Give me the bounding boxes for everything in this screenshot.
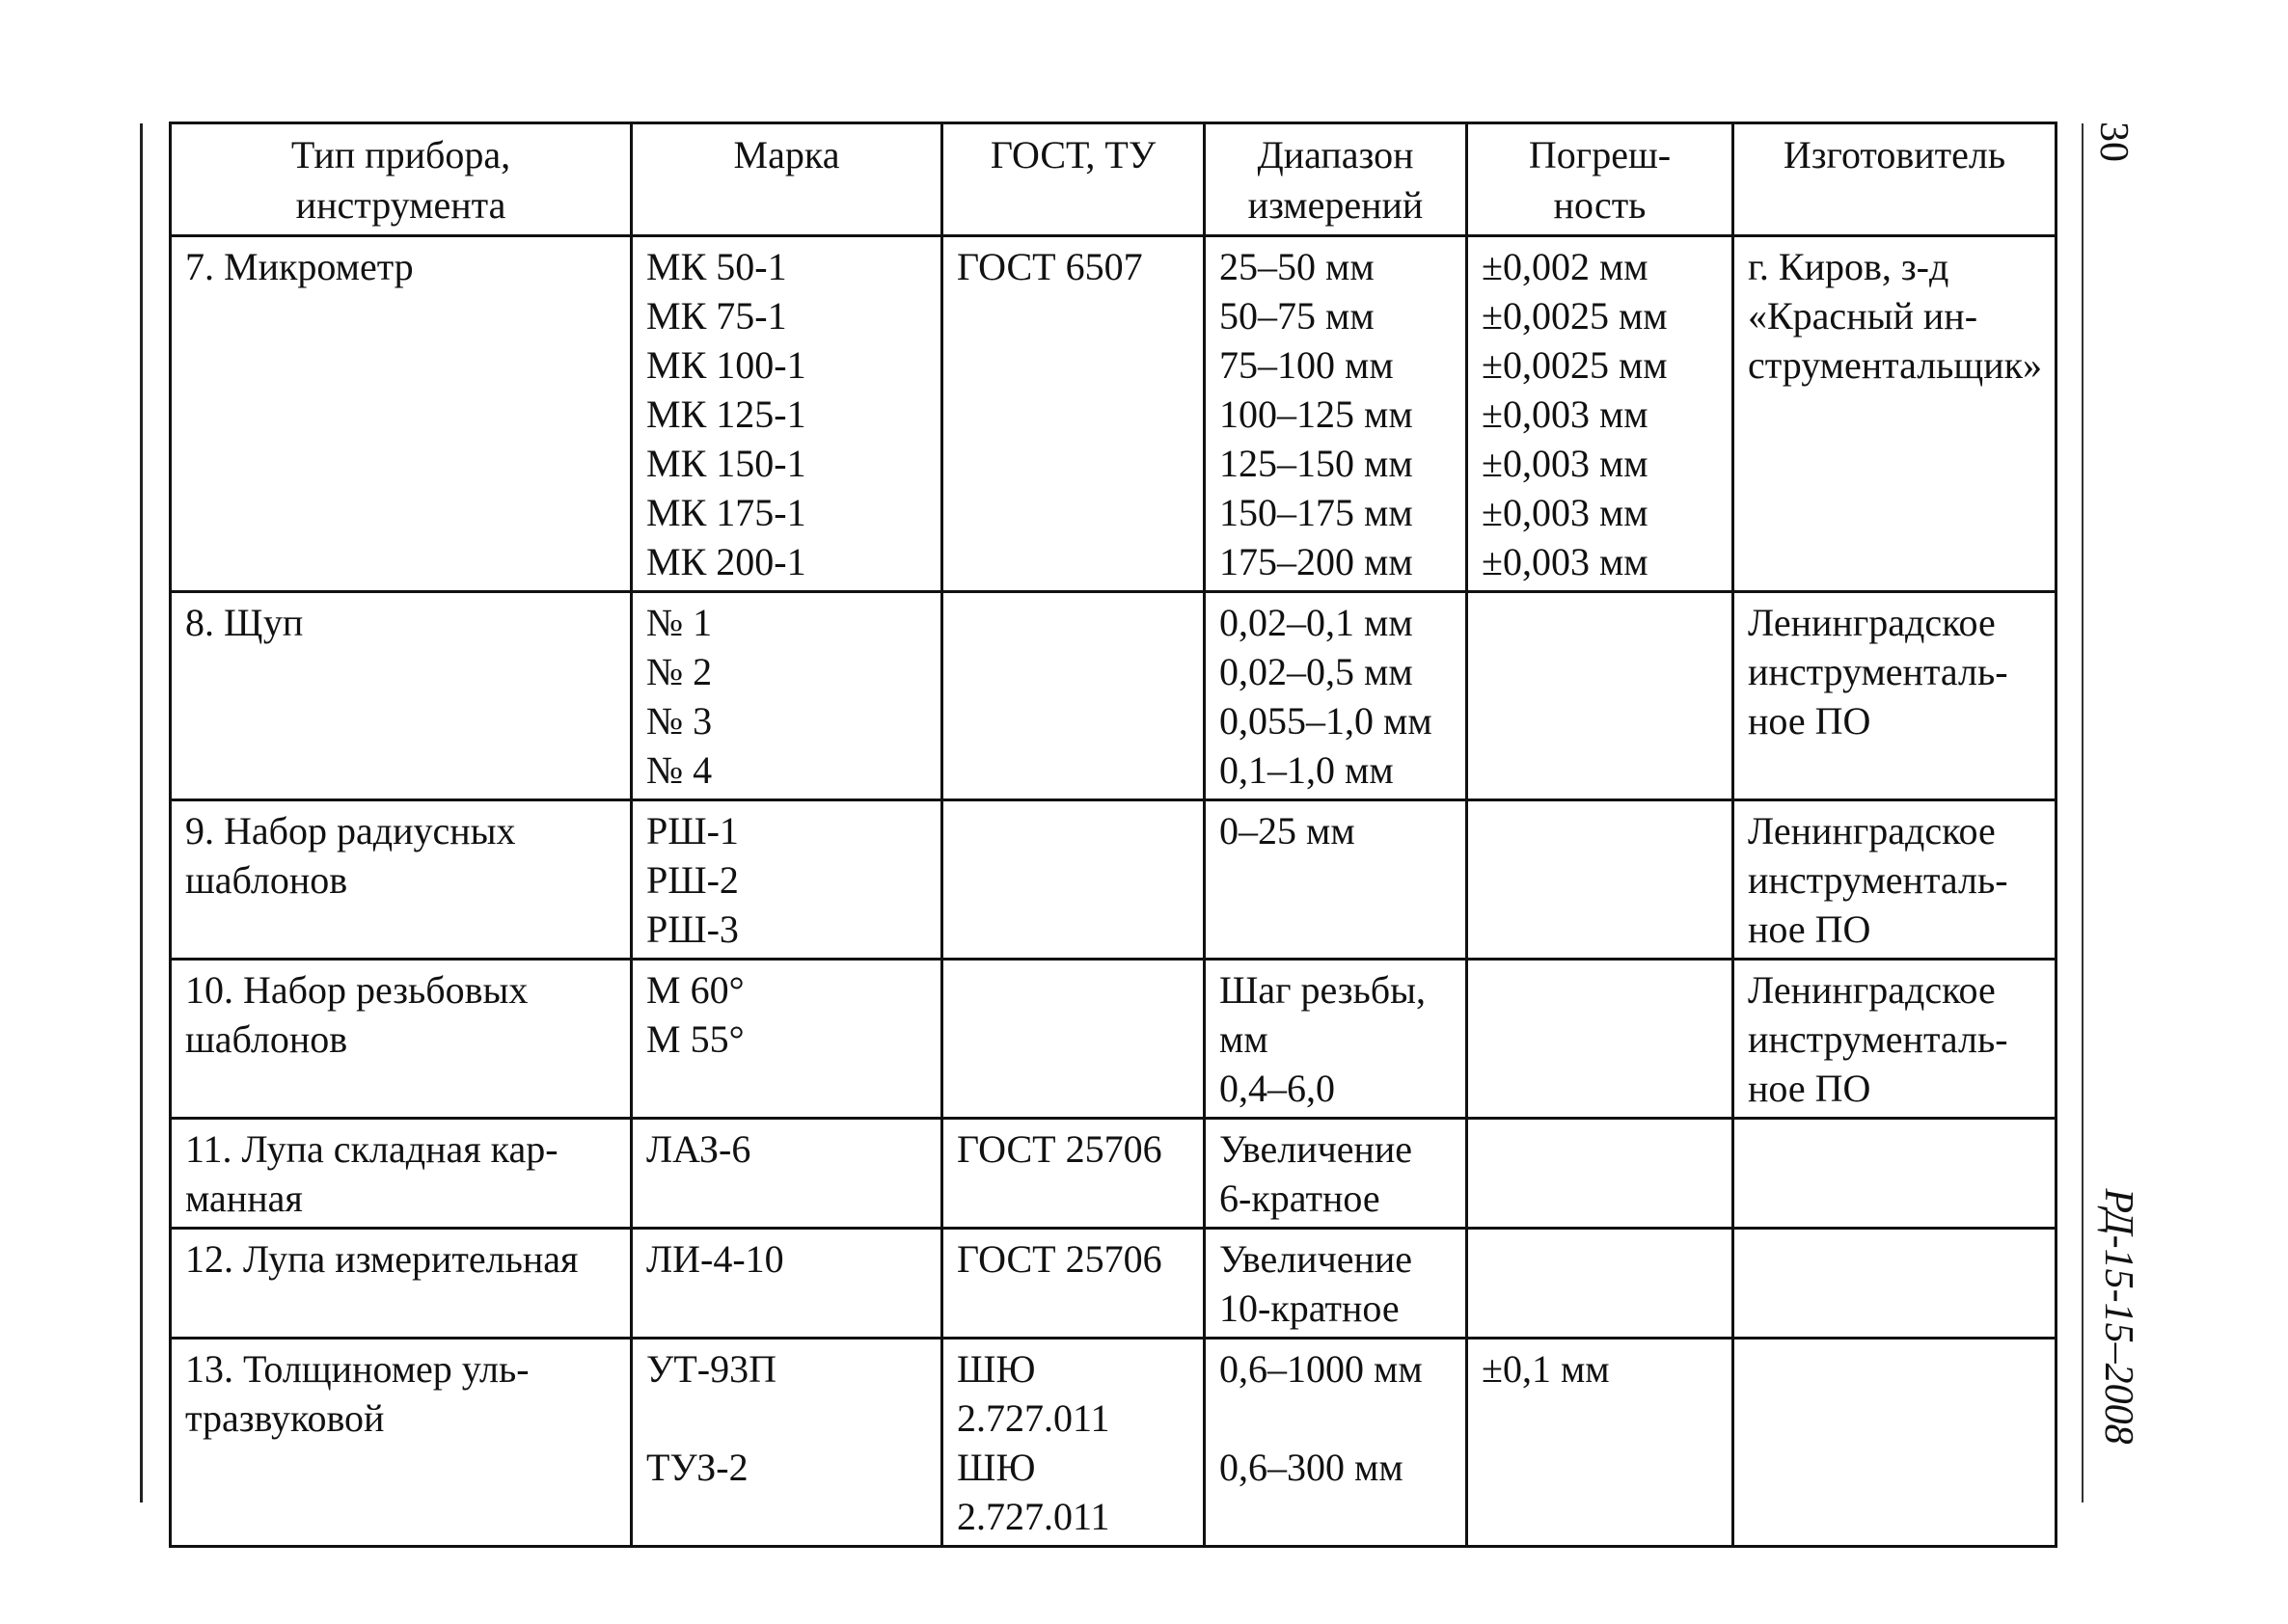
- cell-line: ±0,1 мм: [1482, 1347, 1610, 1391]
- cell-line: 75–100 мм: [1219, 343, 1394, 387]
- cell-line: МК 175-1: [646, 491, 806, 534]
- cell-line: ГОСТ 6507: [957, 245, 1143, 288]
- cell-line: Шаг резьбы,: [1219, 968, 1427, 1012]
- cell-error: [1467, 592, 1733, 800]
- cell-line: № 1: [646, 601, 713, 644]
- cell-line: 10-кратное: [1219, 1286, 1400, 1330]
- cell-type: [171, 592, 632, 800]
- cell-line: ±0,0025 мм: [1482, 294, 1668, 338]
- cell-gost: [942, 592, 1205, 800]
- cell-line: 0,055–1,0 мм: [1219, 699, 1432, 743]
- cell-mark: [632, 1229, 942, 1339]
- cell-line: РШ-1: [646, 809, 739, 853]
- cell-line: ±0,002 мм: [1482, 245, 1648, 288]
- cell-range: [1205, 1229, 1467, 1339]
- cell-line: 150–175 мм: [1219, 491, 1413, 534]
- header-line: Марка: [733, 133, 840, 176]
- cell-line: г. Киров, з-д: [1748, 245, 1949, 288]
- cell-line: РШ-3: [646, 907, 739, 951]
- cell-line: 50–75 мм: [1219, 294, 1375, 338]
- cell-error: [1467, 800, 1733, 960]
- header-maker: [1733, 123, 2056, 236]
- table-row: [171, 236, 2056, 592]
- cell-line: 175–200 мм: [1219, 540, 1413, 583]
- cell-line: 125–150 мм: [1219, 442, 1413, 485]
- cell-line: МК 100-1: [646, 343, 806, 387]
- cell-type: [171, 960, 632, 1119]
- cell-line: манная: [185, 1177, 303, 1220]
- cell-line: ное ПО: [1748, 1067, 1871, 1110]
- table-row: [171, 1119, 2056, 1229]
- cell-line: 6-кратное: [1219, 1177, 1380, 1220]
- header-line: ГОСТ, ТУ: [990, 133, 1157, 176]
- cell-line: ±0,0025 мм: [1482, 343, 1668, 387]
- right-margin-rule: [2082, 123, 2084, 1502]
- table-row: [171, 1339, 2056, 1547]
- cell-line: № 4: [646, 748, 713, 792]
- cell-type: [171, 236, 632, 592]
- cell-line: ГОСТ 25706: [957, 1237, 1162, 1281]
- cell-range: [1205, 1119, 1467, 1229]
- cell-mark: [632, 236, 942, 592]
- cell-maker: [1733, 1339, 2056, 1547]
- cell-line: 11. Лупа складная кар-: [185, 1127, 558, 1171]
- cell-maker: [1733, 960, 2056, 1119]
- cell-line: [1219, 1394, 1452, 1443]
- cell-line: ное ПО: [1748, 699, 1871, 743]
- cell-line: ШЮ: [957, 1347, 1036, 1391]
- cell-line: мм: [1219, 1017, 1268, 1061]
- cell-gost: [942, 1339, 1205, 1547]
- instruments-table: [169, 122, 2057, 1548]
- cell-line: Ленинградское: [1748, 601, 1996, 644]
- page-number: 30: [2091, 122, 2136, 162]
- cell-line: № 2: [646, 650, 713, 693]
- document-code: РД-15-15–2008: [2096, 1188, 2140, 1445]
- cell-line: инструменталь-: [1748, 1017, 2008, 1061]
- table-row: [171, 592, 2056, 800]
- cell-line: ЛАЗ-6: [646, 1127, 751, 1171]
- cell-line: 10. Набор резьбовых: [185, 968, 529, 1012]
- cell-mark: [632, 1339, 942, 1547]
- cell-line: ШЮ: [957, 1446, 1036, 1489]
- cell-line: 12. Лупа измерительная: [185, 1237, 579, 1281]
- cell-error: [1467, 960, 1733, 1119]
- cell-type: [171, 1229, 632, 1339]
- header-line: Тип прибора,: [290, 133, 511, 176]
- cell-range: [1205, 592, 1467, 800]
- cell-range: [1205, 1339, 1467, 1547]
- cell-line: Ленинградское: [1748, 968, 1996, 1012]
- cell-gost: [942, 1229, 1205, 1339]
- header-type: [171, 123, 632, 236]
- cell-line: ЛИ-4-10: [646, 1237, 784, 1281]
- cell-gost: [942, 236, 1205, 592]
- cell-line: 7. Микрометр: [185, 245, 414, 288]
- cell-line: 100–125 мм: [1219, 392, 1413, 436]
- cell-line: 0,6–300 мм: [1219, 1446, 1403, 1489]
- cell-line: Увеличение: [1219, 1237, 1413, 1281]
- cell-mark: [632, 592, 942, 800]
- cell-gost: [942, 960, 1205, 1119]
- header-line: Погреш-: [1528, 133, 1672, 176]
- cell-mark: [632, 800, 942, 960]
- header-line: Диапазон: [1257, 133, 1414, 176]
- table-body: [171, 236, 2056, 1547]
- cell-line: М 55°: [646, 1017, 745, 1061]
- cell-line: ±0,003 мм: [1482, 491, 1648, 534]
- cell-line: 0,1–1,0 мм: [1219, 748, 1394, 792]
- cell-gost: [942, 1119, 1205, 1229]
- cell-line: инструменталь-: [1748, 650, 2008, 693]
- cell-type: [171, 800, 632, 960]
- cell-maker: [1733, 592, 2056, 800]
- cell-line: Ленинградское: [1748, 809, 1996, 853]
- cell-line: ±0,003 мм: [1482, 442, 1648, 485]
- cell-line: 8. Щуп: [185, 601, 304, 644]
- cell-maker: [1733, 800, 2056, 960]
- cell-line: 25–50 мм: [1219, 245, 1375, 288]
- cell-line: ГОСТ 25706: [957, 1127, 1162, 1171]
- header-line: измерений: [1247, 183, 1424, 227]
- cell-gost: [942, 800, 1205, 960]
- cell-line: 0,4–6,0: [1219, 1067, 1335, 1110]
- table-row: [171, 1229, 2056, 1339]
- cell-line: М 60°: [646, 968, 745, 1012]
- header-mark: [632, 123, 942, 236]
- cell-line: МК 75-1: [646, 294, 787, 338]
- cell-line: Увеличение: [1219, 1127, 1413, 1171]
- cell-line: МК 200-1: [646, 540, 806, 583]
- cell-line: ное ПО: [1748, 907, 1871, 951]
- table-row: [171, 960, 2056, 1119]
- cell-line: тразвуковой: [185, 1396, 385, 1440]
- cell-type: [171, 1339, 632, 1547]
- cell-maker: [1733, 1119, 2056, 1229]
- header-range: [1205, 123, 1467, 236]
- cell-line: 13. Толщиномер уль-: [185, 1347, 530, 1391]
- cell-line: МК 125-1: [646, 392, 806, 436]
- cell-line: ±0,003 мм: [1482, 392, 1648, 436]
- header-line: инструмента: [295, 183, 506, 227]
- cell-line: струментальщик»: [1748, 343, 2043, 387]
- cell-line: МК 150-1: [646, 442, 806, 485]
- cell-error: [1467, 1229, 1733, 1339]
- table-header-row: [171, 123, 2056, 236]
- binding-margin-line: [140, 123, 143, 1502]
- cell-line: 0,02–0,1 мм: [1219, 601, 1413, 644]
- cell-line: ТУЗ-2: [646, 1446, 749, 1489]
- cell-mark: [632, 960, 942, 1119]
- cell-line: ±0,003 мм: [1482, 540, 1648, 583]
- cell-error: [1467, 1339, 1733, 1547]
- cell-range: [1205, 960, 1467, 1119]
- cell-line: РШ-2: [646, 858, 739, 902]
- cell-line: 9. Набор радиусных: [185, 809, 516, 853]
- cell-maker: [1733, 236, 2056, 592]
- cell-line: шаблонов: [185, 858, 348, 902]
- cell-line: шаблонов: [185, 1017, 348, 1061]
- cell-error: [1467, 1119, 1733, 1229]
- cell-line: «Красный ин-: [1748, 294, 1978, 338]
- cell-line: 2.727.011: [957, 1495, 1110, 1538]
- cell-line: 2.727.011: [957, 1396, 1110, 1440]
- cell-line: инструменталь-: [1748, 858, 2008, 902]
- cell-maker: [1733, 1229, 2056, 1339]
- cell-line: УТ-93П: [646, 1347, 776, 1391]
- header-line: ность: [1553, 183, 1647, 227]
- table-row: [171, 800, 2056, 960]
- cell-line: 0,6–1000 мм: [1219, 1347, 1423, 1391]
- cell-range: [1205, 800, 1467, 960]
- cell-line: [646, 1394, 927, 1443]
- cell-line: МК 50-1: [646, 245, 787, 288]
- cell-line: 0,02–0,5 мм: [1219, 650, 1413, 693]
- cell-mark: [632, 1119, 942, 1229]
- header-gost: [942, 123, 1205, 236]
- header-line: Изготовитель: [1783, 133, 2006, 176]
- header-error: [1467, 123, 1733, 236]
- cell-error: [1467, 236, 1733, 592]
- cell-line: 0–25 мм: [1219, 809, 1355, 853]
- cell-line: № 3: [646, 699, 713, 743]
- cell-type: [171, 1119, 632, 1229]
- cell-range: [1205, 236, 1467, 592]
